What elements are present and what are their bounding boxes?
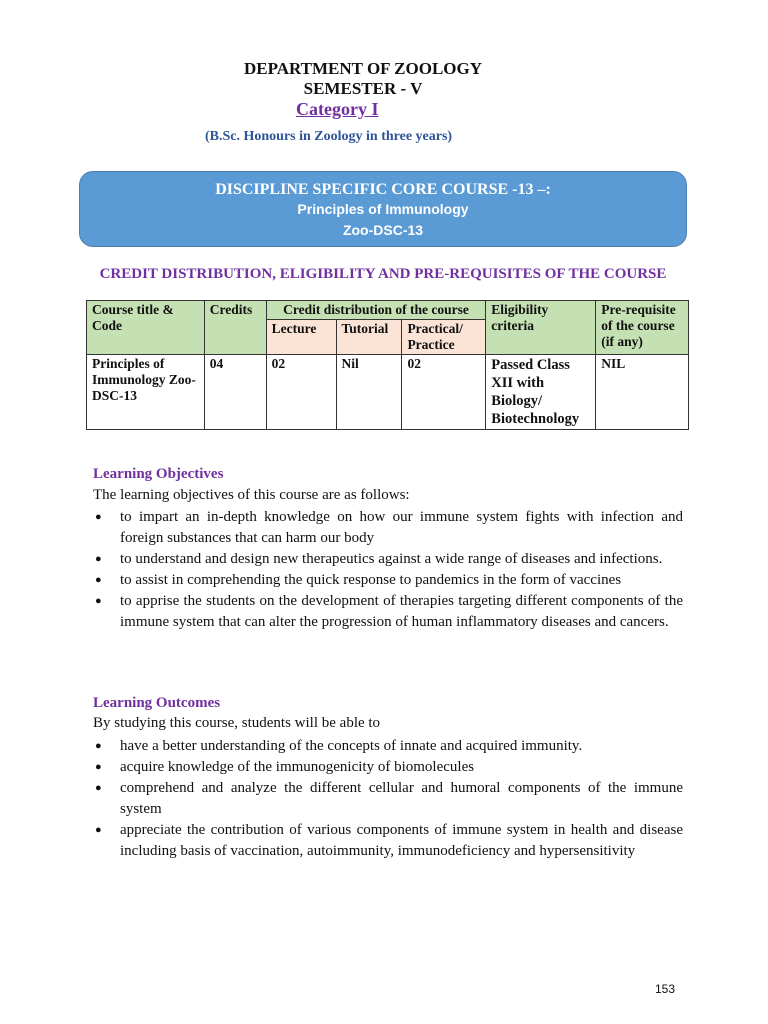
cell-prerequisite: NIL <box>596 355 689 430</box>
header-course-title: Course title & Code <box>87 301 205 355</box>
header-eligibility: Eligibility criteria <box>486 301 596 355</box>
cell-eligibility: Passed Class XII with Biology/ Biotechnology <box>486 355 596 430</box>
outcomes-list <box>93 736 683 862</box>
list-item: ● to understand and design new therapeutics against a wide range of diseases and infections. <box>93 549 683 570</box>
table-row <box>87 355 689 430</box>
banner-course-type: DISCIPLINE SPECIFIC CORE COURSE -13 –: <box>215 181 551 198</box>
course-banner <box>79 171 687 247</box>
header-tutorial: Tutorial <box>336 320 402 355</box>
semester-title: SEMESTER - V <box>303 79 423 98</box>
list-item: ● have a better understanding of the concepts of innate and acquired immunity. <box>93 736 683 757</box>
category-title: Category I <box>296 99 379 119</box>
department-title: DEPARTMENT OF ZOOLOGY <box>243 59 483 78</box>
banner-course-code: Zoo-DSC-13 <box>342 222 424 238</box>
cell-course-title: Principles of Immunology Zoo-DSC-13 <box>87 355 205 430</box>
list-item: ● to apprise the students on the development of therapies targeting different components of the immune system that can alter the progression of human inflammatory diseases and cancers. <box>93 591 683 633</box>
objectives-intro: The learning objectives of this course are as follows: <box>93 487 410 503</box>
header-credit-distribution: Credit distribution of the course <box>266 301 486 320</box>
list-item: ● to impart an in-depth knowledge on how our immune system fights with infection and foreign substances that can harm our body <box>93 507 683 549</box>
list-item: ● to assist in comprehending the quick response to pandemics in the form of vaccines <box>93 570 683 591</box>
header-credits: Credits <box>204 301 266 355</box>
objectives-heading: Learning Objectives <box>93 466 224 482</box>
cell-tutorial: Nil <box>336 355 402 430</box>
objectives-list <box>93 507 683 633</box>
cell-practical: 02 <box>402 355 486 430</box>
header-prerequisite: Pre-requisite of the course (if any) <box>596 301 689 355</box>
header-practical: Practical/ Practice <box>402 320 486 355</box>
list-item: ● appreciate the contribution of various components of immune system in health and disease including basis of vaccination, autoimmunity, immunodeficiency and hypersensitivity <box>93 820 683 862</box>
credit-table <box>86 300 689 430</box>
header-lecture: Lecture <box>266 320 336 355</box>
list-item: ● comprehend and analyze the different cellular and humoral components of the immune system <box>93 778 683 820</box>
outcomes-intro: By studying this course, students will be able to <box>93 715 381 731</box>
list-item: ● acquire knowledge of the immunogenicity of biomolecules <box>93 757 683 778</box>
cell-lecture: 02 <box>266 355 336 430</box>
credit-section-title: CREDIT DISTRIBUTION, ELIGIBILITY AND PRE-REQUISITES OF THE COURSE <box>99 266 667 282</box>
program-subtitle: (B.Sc. Honours in Zoology in three years) <box>205 129 453 144</box>
banner-course-name: Principles of Immunology <box>297 201 469 217</box>
outcomes-heading: Learning Outcomes <box>93 695 221 711</box>
page-number: 153 <box>655 982 676 996</box>
cell-credits: 04 <box>204 355 266 430</box>
